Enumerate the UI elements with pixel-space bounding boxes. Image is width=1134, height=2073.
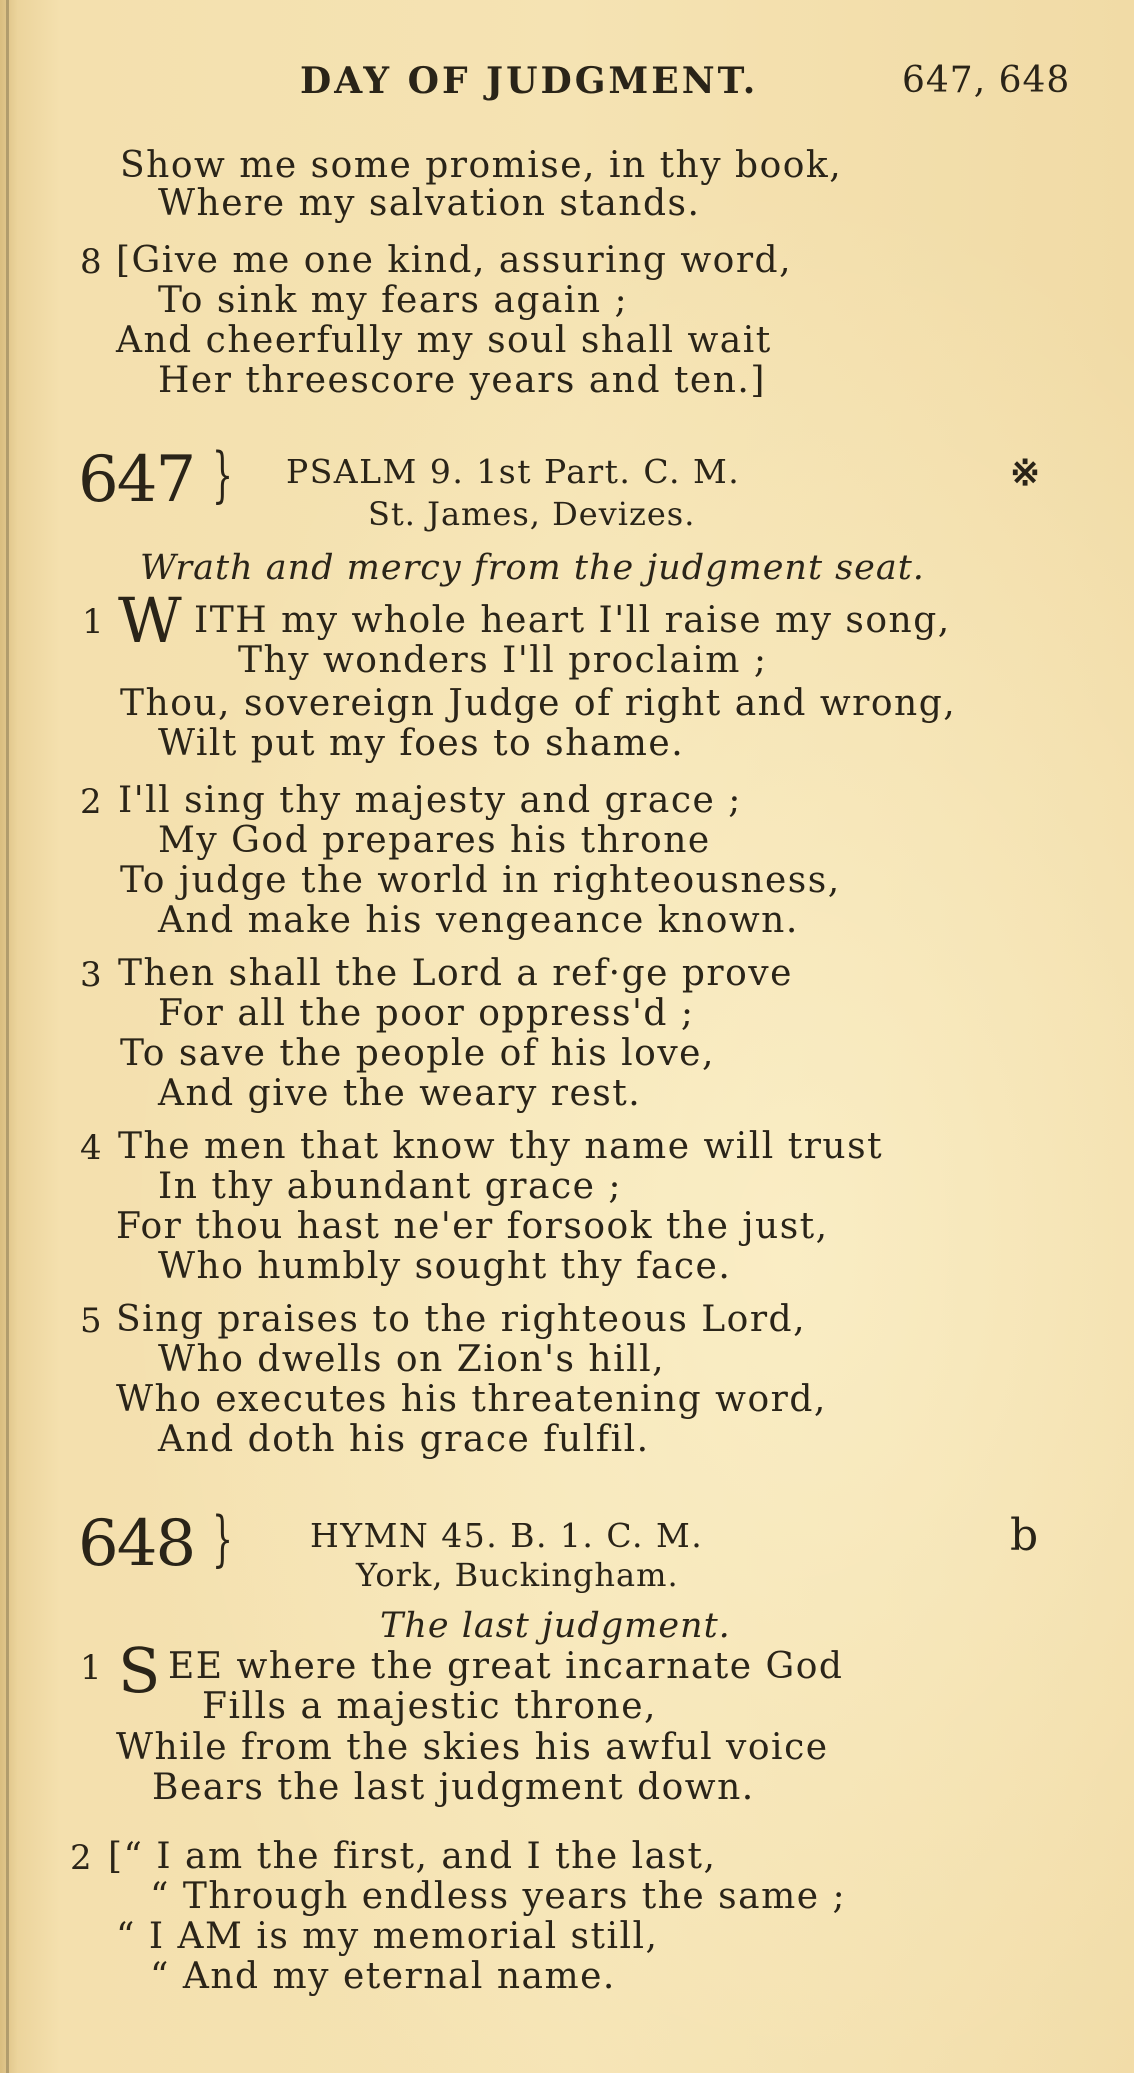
stanza-number: 4 — [80, 1128, 102, 1168]
hymn-tunes: St. James, Devizes. — [368, 495, 696, 533]
stanza-line: Sing praises to the righteous Lord, — [116, 1299, 807, 1340]
stanza-line: [Give me one kind, assuring word, — [116, 240, 793, 281]
stanza-number: 2 — [70, 1838, 92, 1878]
stanza-number: 5 — [80, 1301, 102, 1341]
stanza-number: 8 — [80, 242, 102, 282]
stanza-line: Thy wonders I'll proclaim ; — [238, 640, 768, 681]
stanza-line: EE where the great incarnate God — [168, 1646, 844, 1687]
stanza-line: And give the weary rest. — [158, 1073, 642, 1114]
continued-line: Show me some promise, in thy book, — [120, 145, 843, 186]
stanza-line: And make his vengeance known. — [158, 900, 799, 941]
stanza-number: 1 — [80, 1648, 102, 1688]
hymn-subtitle: The last judgment. — [380, 1606, 731, 1646]
stanza-line: My God prepares his throne — [158, 820, 711, 861]
stanza-line: The men that know thy name will trust — [118, 1126, 884, 1167]
running-title: DAY OF JUDGMENT. — [300, 60, 759, 102]
stanza-line: Thou, sovereign Judge of right and wrong, — [120, 683, 957, 724]
brace: } — [212, 1504, 234, 1574]
stanza-line: “ I AM is my memorial still, — [116, 1916, 659, 1957]
stanza-line: Wilt put my foes to shame. — [158, 723, 685, 764]
stanza-line: Who humbly sought thy face. — [158, 1246, 732, 1287]
stanza-line: In thy abundant grace ; — [158, 1166, 623, 1207]
hymn-number: 647 — [78, 443, 195, 517]
stanza-line: While from the skies his awful voice — [116, 1727, 829, 1768]
stanza-line: To sink my fears again ; — [158, 280, 629, 321]
continued-line: Where my salvation stands. — [158, 183, 701, 224]
stanza-line: And cheerfully my soul shall wait — [116, 320, 772, 361]
meter-mark-icon: ※ — [1010, 452, 1041, 494]
stanza-number: 2 — [80, 782, 102, 822]
flat-mark-icon: b — [1010, 1510, 1039, 1561]
page-edge — [6, 0, 9, 2073]
drop-initial: W — [118, 584, 182, 657]
stanza-line: For thou hast ne'er forsook the just, — [116, 1206, 829, 1247]
stanza-line: And doth his grace fulfil. — [158, 1419, 650, 1460]
stanza-line: To save the people of his love, — [120, 1033, 715, 1074]
stanza-line: Who executes his threatening word, — [116, 1379, 827, 1420]
stanza-line: Bears the last judgment down. — [152, 1767, 755, 1808]
stanza-line: “ And my eternal name. — [150, 1956, 616, 1997]
stanza-line: Then shall the Lord a ref·ge prove — [118, 953, 793, 994]
stanza-line: To judge the world in righteousness, — [120, 860, 841, 901]
hymn-title: HYMN 45. B. 1. C. M. — [310, 1516, 704, 1555]
hymn-number: 648 — [78, 1507, 195, 1581]
drop-initial: S — [118, 1634, 161, 1707]
stanza-line: ITH my whole heart I'll raise my song, — [194, 600, 951, 641]
hymn-tunes: York, Buckingham. — [356, 1556, 679, 1594]
stanza-line: “ Through endless years the same ; — [150, 1876, 847, 1917]
stanza-number: 3 — [80, 955, 102, 995]
hymn-title: PSALM 9. 1st Part. C. M. — [286, 452, 741, 491]
stanza-line: Fills a majestic throne, — [202, 1686, 657, 1727]
hymn-subtitle: Wrath and mercy from the judgment seat. — [140, 548, 925, 588]
brace: } — [212, 440, 234, 510]
stanza-line: [“ I am the first, and I the last, — [108, 1836, 717, 1877]
stanza-line: Her threescore years and ten.] — [158, 360, 766, 401]
stanza-line: I'll sing thy majesty and grace ; — [118, 780, 742, 821]
stanza-line: Who dwells on Zion's hill, — [158, 1339, 666, 1380]
page-numbers: 647, 648 — [902, 60, 1071, 101]
stanza-line: For all the poor oppress'd ; — [158, 993, 695, 1034]
stanza-number: 1 — [82, 602, 104, 642]
